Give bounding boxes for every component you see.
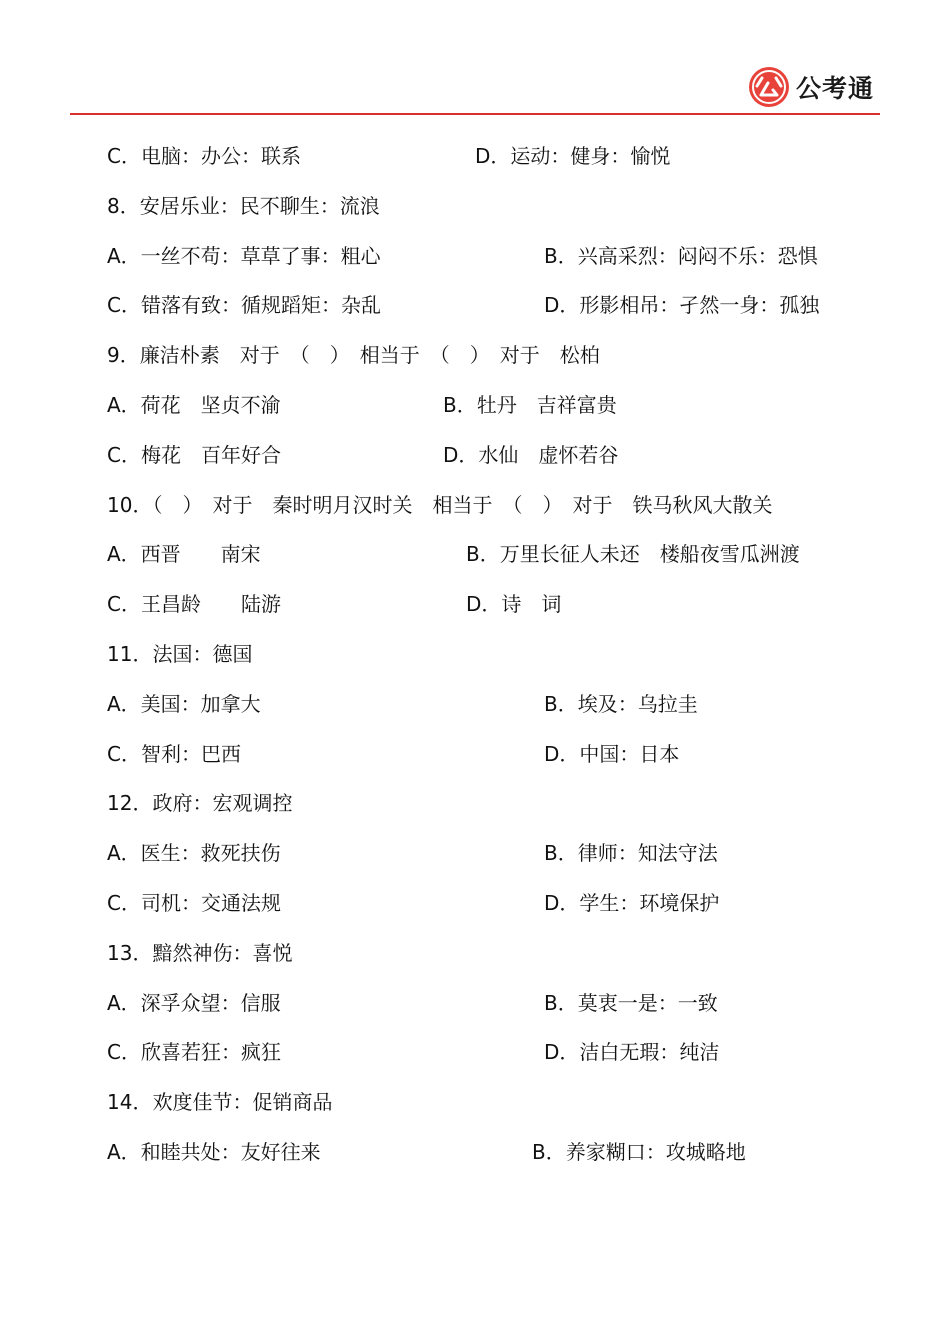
- text-line: [107, 439, 907, 489]
- text-col-a: C．王昌龄 陆游: [107, 592, 281, 617]
- text-col-a: A．医生：救死扶伤: [107, 841, 281, 866]
- text-col-a: A．和睦共处：友好往来: [107, 1139, 321, 1164]
- text-col-b: D．水仙 虚怀若谷: [443, 442, 619, 467]
- question-stem: [107, 787, 907, 837]
- text-col-b: B．兴高采烈：闷闷不乐：恐惧: [544, 243, 818, 268]
- text-line: [107, 1136, 907, 1186]
- text-line: [107, 538, 907, 588]
- text-col-a: C．电脑：办公：联系: [107, 144, 301, 168]
- text-col-a: C．错落有致：循规蹈矩：杂乱: [107, 293, 381, 318]
- text-col-b: B．埃及：乌拉圭: [544, 691, 698, 716]
- text-col-b: B．万里长征人未还 楼船夜雪瓜洲渡: [466, 542, 800, 567]
- text-col-a: A．一丝不苟：草草了事：粗心: [107, 243, 381, 268]
- text-line: [107, 389, 907, 439]
- text-col-b: B．律师：知法守法: [544, 841, 718, 866]
- logo-text: 公考通: [796, 74, 875, 103]
- text-col-a: 8．安居乐业：民不聊生：流浪: [107, 193, 380, 218]
- text-col-b: D．形影相吊：孑然一身：孤独: [544, 293, 820, 318]
- text-col-a: C．智利：巴西: [107, 741, 241, 766]
- text-line: [107, 140, 907, 190]
- text-line: [107, 289, 907, 339]
- text-col-b: D．诗 词: [466, 592, 562, 617]
- text-line: [107, 738, 907, 788]
- text-col-a: 10．（ ） 对于 秦时明月汉时关 相当于 （ ） 对于 铁马秋风大散关: [107, 492, 773, 517]
- text-line: [107, 688, 907, 738]
- gongkaotong-logo-icon: [748, 66, 790, 108]
- text-col-a: A．美国：加拿大: [107, 691, 261, 716]
- text-line: [107, 987, 907, 1037]
- text-line: [107, 1036, 907, 1086]
- text-line: [107, 240, 907, 290]
- question-stem: [107, 1086, 907, 1136]
- text-col-b: B．牡丹 吉祥富贵: [443, 392, 617, 417]
- text-col-b: D．中国：日本: [544, 741, 680, 766]
- page-header: [0, 0, 950, 118]
- text-col-a: A．荷花 坚贞不渝: [107, 392, 281, 417]
- question-stem: [107, 190, 907, 240]
- text-col-a: 13．黯然神伤：喜悦: [107, 940, 293, 965]
- text-col-b: D．运动：健身：愉悦: [475, 144, 671, 168]
- text-col-b: B．养家糊口：攻城略地: [532, 1139, 746, 1164]
- text-col-a: C．欣喜若狂：疯狂: [107, 1040, 281, 1065]
- text-col-a: A．深孚众望：信服: [107, 990, 281, 1015]
- text-col-a: A．西晋 南宋: [107, 542, 261, 567]
- text-col-a: C．梅花 百年好合: [107, 442, 281, 467]
- text-col-a: 11．法国：德国: [107, 641, 253, 666]
- text-col-b: D．洁白无瑕：纯洁: [544, 1040, 720, 1065]
- question-stem: [107, 638, 907, 688]
- text-col-a: 12．政府：宏观调控: [107, 791, 293, 816]
- text-col-b: D．学生：环境保护: [544, 890, 720, 915]
- text-col-a: 14．欢度佳节：促销商品: [107, 1090, 333, 1115]
- text-col-a: C．司机：交通法规: [107, 890, 281, 915]
- question-content: [107, 140, 907, 1186]
- text-line: [107, 887, 907, 937]
- question-stem: [107, 937, 907, 987]
- text-col-b: B．莫衷一是：一致: [544, 990, 718, 1015]
- logo: [748, 66, 874, 108]
- text-line: [107, 837, 907, 887]
- question-stem: [107, 489, 907, 539]
- text-line: [107, 588, 907, 638]
- question-stem: [107, 339, 907, 389]
- header-divider: [70, 113, 880, 115]
- text-col-a: 9．廉洁朴素 对于 （ ） 相当于 （ ） 对于 松柏: [107, 343, 600, 368]
